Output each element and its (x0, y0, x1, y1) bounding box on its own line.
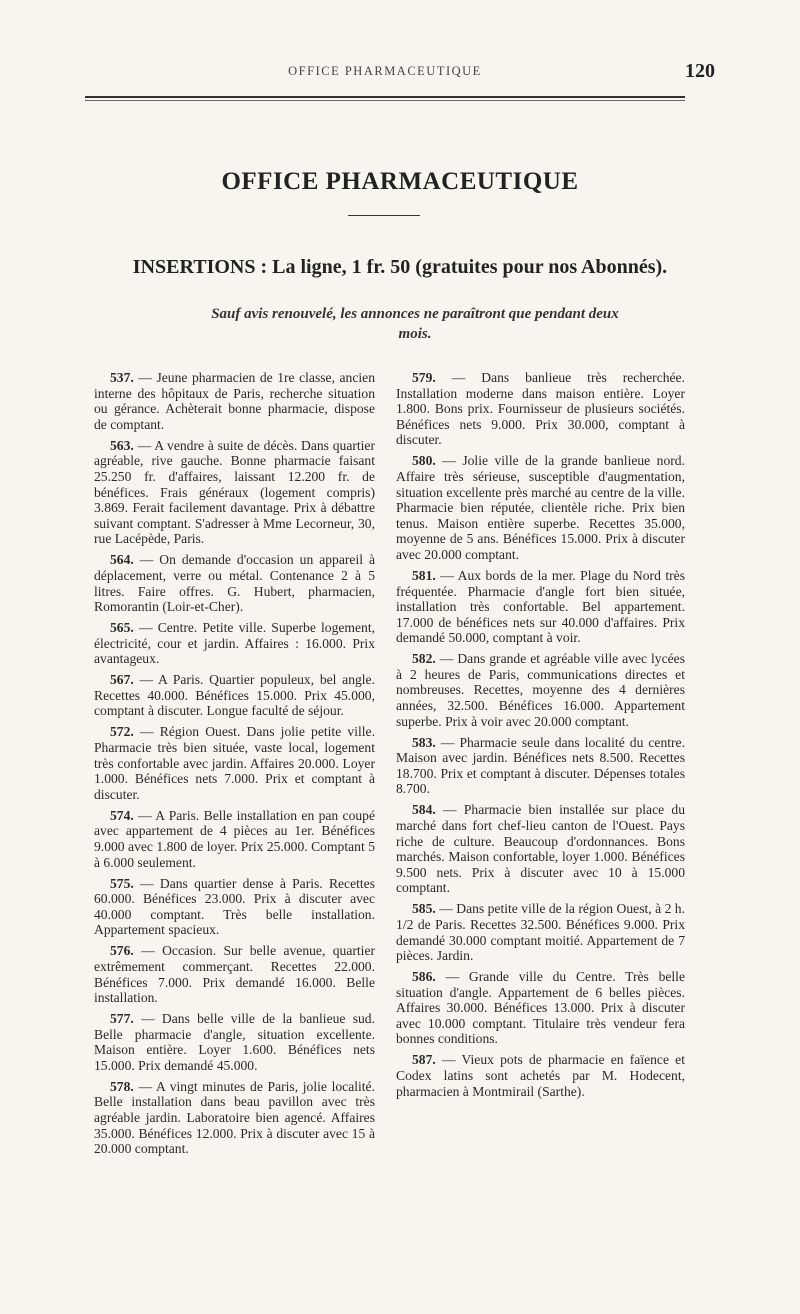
page-number: 120 (685, 60, 715, 82)
ad-number: 582. (412, 651, 436, 667)
ad-number: 564. (110, 552, 134, 568)
ad-number: 580. (412, 453, 436, 469)
classified-ad (396, 735, 685, 797)
classified-ad (94, 724, 375, 802)
ad-text: — A vingt minutes de Paris, jolie localité. Belle installation dans beau pavillon avec très agréable jardin. Laboratoire bien agencé. Affaires 35.000. Bénéfices 12.000. Prix à discuter avec 15 à 20.000 comptant. (94, 1078, 375, 1157)
ad-number: 577. (110, 1011, 134, 1027)
ad-text: — Dans banlieue très recherchée. Installation moderne dans maison entière. Loyer 1.800. Bons prix. Fournisseur de plusieurs sociétés. Bénéfices nets 9.000. Prix 30.000, comptant à discuter. (396, 370, 685, 448)
ad-text: — On demande d'occasion un appareil à déplacement, verre ou métal. Contenance 2 à 5 litres. Faire offres. G. Hubert, pharmacien, Romorantin (Loir-et-Cher). (94, 552, 375, 615)
header-rule (85, 96, 685, 98)
classified-ad (94, 620, 375, 667)
ad-text: — Occasion. Sur belle avenue, quartier extrêmement commerçant. Recettes 22.000. Bénéfices 7.000. Prix demandé 16.000. Belle installation. (94, 943, 375, 1006)
running-head (85, 60, 715, 84)
classified-ad (94, 552, 375, 614)
ad-number: 574. (110, 807, 134, 823)
ad-number: 565. (110, 620, 134, 636)
ad-text: — Pharmacie bien installée sur place du marché dans fort chef-lieu canton de l'Ouest. Pays riche de culture. Beaucoup d'ordonnances. Bons marchés. Maison confortable, loyer 1.000. Bénéfices 9.500 nets. Prix à discuter avec 10 à 15.000 comptant. (396, 802, 685, 896)
classified-ad (396, 651, 685, 729)
ad-text: — A Paris. Belle installation en pan coupé avec appartement de 4 pièces au 1er. Bénéfices 9.000 avec 1.800 de loyer. Prix 25.000. Comptant 5 à 6.000 seulement. (94, 807, 375, 870)
ad-number: 572. (110, 724, 134, 740)
ad-text: — Dans petite ville de la région Ouest, à 2 h. 1/2 de Paris. Recettes 32.500. Bénéfices 9.000. Prix demandé 30.000 comptant moitié. Appartement de 7 pièces. Jardin. (396, 901, 685, 964)
right-column (396, 370, 685, 1105)
ad-number: 587. (412, 1052, 436, 1068)
ad-number: 567. (110, 672, 134, 688)
running-head-title: OFFICE PHARMACEUTIQUE (288, 64, 482, 78)
ad-text: — Dans grande et agréable ville avec lycées à 2 heures de Paris, communications directes et nombreuses. Recettes, moyenne des 4 dernières années, 32.500. Bénéfices 16.000. Appartement superbe. Prix à voir avec 20.000 comptant. (396, 651, 685, 729)
classified-ad (94, 943, 375, 1005)
classified-ad (396, 453, 685, 562)
ad-text: — Grande ville du Centre. Très belle situation d'angle. Appartement de 6 belles pièces. Affaires 30.000. Bénéfices 13.000. Prix à discuter avec 10.000 comptant. Titulaire très vendeur fera bonnes conditions. (396, 969, 685, 1047)
classified-ad (94, 1011, 375, 1073)
ad-number: 563. (110, 437, 134, 453)
classified-ad (94, 1079, 375, 1157)
ad-number: 586. (412, 969, 436, 985)
classified-ad (396, 568, 685, 646)
classified-ad (396, 969, 685, 1047)
renewal-notice: Sauf avis renouvelé, les annonces ne paraîtront que pendant deux mois. (211, 306, 619, 342)
classified-ad (94, 808, 375, 870)
classified-ad (396, 370, 685, 448)
ad-number: 537. (110, 370, 134, 385)
classified-ad (396, 802, 685, 896)
classified-ad (94, 672, 375, 719)
ad-text: — Dans belle ville de la banlieue sud. Belle pharmacie d'angle, situation excellente. Maison entière. Loyer 1.600. Bénéfices nets 15.000. Prix demandé 45.000. (94, 1011, 375, 1073)
ad-number: 576. (110, 943, 134, 959)
page-title: OFFICE PHARMACEUTIQUE (221, 168, 579, 195)
insertions-rate: INSERTIONS : La ligne, 1 fr. 50 (gratuites pour nos Abonnés). (132, 256, 668, 278)
ad-text: — Centre. Petite ville. Superbe logement, électricité, cour et jardin. Affaires : 16.000. Prix avantageux. (94, 620, 375, 667)
classified-ad (396, 901, 685, 963)
ad-text: — Jeune pharmacien de 1re classe, ancien interne des hôpitaux de Paris, recherche situation ou gérance. Achèterait bonne pharmacie, dispose de comptant. (94, 370, 375, 432)
ad-number: 585. (412, 901, 436, 917)
classified-ad (94, 876, 375, 938)
ad-number: 583. (412, 734, 436, 750)
classified-ad (94, 438, 375, 547)
ad-number: 584. (412, 802, 436, 818)
header-rule-thin (85, 100, 685, 101)
ad-text: — A vendre à suite de décès. Dans quartier agréable, rive gauche. Bonne pharmacie faisant 25.250 fr. d'affaires, laissant 12.200 fr. de bénéfices. Frais généraux (logement compris) 3.869. Ferait facilement davantage. Prix à débattre suivant comptant. S'adresser à Mme Lecorneur, 30, rue Lacépède, Paris. (94, 437, 375, 547)
ad-number: 579. (412, 370, 436, 385)
title-rule (348, 215, 420, 216)
ad-text: — Dans quartier dense à Paris. Recettes 60.000. Bénéfices 23.000. Prix à discuter avec 40.000 comptant. Très belle installation. Appartement spacieux. (94, 875, 375, 938)
ad-text: — Vieux pots de pharmacie en faïence et Codex latins sont achetés par M. Hodecent, pharmacien à Montmirail (Sarthe). (396, 1052, 685, 1099)
ad-number: 578. (110, 1078, 134, 1094)
ad-number: 581. (412, 567, 436, 583)
ad-text: — Jolie ville de la grande banlieue nord. Affaire très sérieuse, susceptible d'augmentation, situation excellente près marché au centre de la ville. Pharmacie bien réputée, clientèle riche. Prix bien tenus. Maison entière superbe. Recettes 35.000, moyenne de 5 ans. Bénéfices 15.000. Prix à discuter avec 20.000 comptant. (396, 453, 685, 562)
ad-number: 575. (110, 875, 134, 891)
classified-ad (94, 370, 375, 432)
ad-text: — Aux bords de la mer. Plage du Nord très fréquentée. Pharmacie d'angle fort bien située, installation très confortable. Bel appartement. 17.000 de bénéfices nets sur 40.000 d'affaires. Prix demandé 50.000, comptant à voir. (396, 567, 685, 646)
classified-ad (396, 1052, 685, 1099)
left-column (94, 370, 375, 1162)
ad-text: — Pharmacie seule dans localité du centre. Maison avec jardin. Bénéfices nets 8.500. Recettes 18.700. Prix et comptant à discuter. Dépenses totales 8.700. (396, 734, 685, 797)
ad-text: — Région Ouest. Dans jolie petite ville. Pharmacie très bien située, vaste local, logement très confortable avec jardin. Affaires 20.000. Loyer 1.000. Bénéfices nets 7.000. Prix et comptant à discuter. (94, 724, 375, 802)
ad-text: — A Paris. Quartier populeux, bel angle. Recettes 40.000. Bénéfices 15.000. Prix 45.000, comptant à discuter. Longue faculté de séjour. (94, 672, 375, 719)
